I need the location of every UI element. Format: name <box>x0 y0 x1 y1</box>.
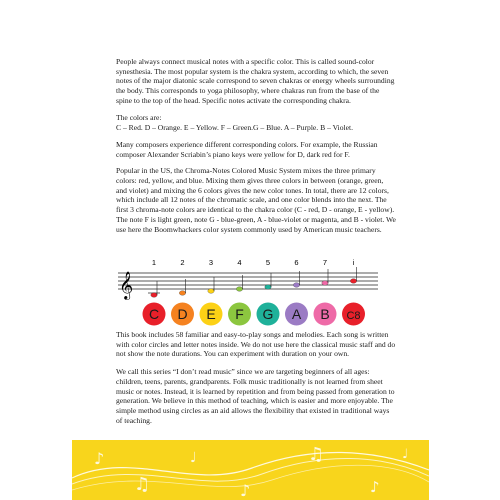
note-letter: A <box>291 306 302 322</box>
note-head <box>322 281 328 286</box>
scale-degrees <box>152 258 355 267</box>
music-note-icon: ♩ <box>402 447 409 462</box>
music-note-icon: ♩ <box>190 450 197 466</box>
scale-degree-label: 4 <box>237 258 242 267</box>
paragraph-series-info: We call this series “I don’t read music” since we are targeting beginners of all ages: children, teens, parents, grandparents. Folk music traditionally is not learned from sheet music or notes. Instead, it is learned by repetition and from being passed from generation to generation. We believe in this method of teaching, which is easier and more enjoyable. The simple method using circles as an aid allows the flexibility that existed in traditional ways of teaching. <box>116 367 395 425</box>
scale-degree-label: 6 <box>294 258 299 267</box>
paragraph-scriabin: Many composers experience different corresponding colors. For example, the Russian composer Alexander Scriabin’s piano keys were yellow for D, dark red for F. <box>116 139 378 159</box>
note-letter: C <box>148 306 160 322</box>
footer-decoration-band <box>72 440 429 500</box>
paragraph-chroma-notes: Popular in the US, the Chroma-Notes Colored Music System mixes the three primary colors: red, yellow, and blue. Mixing them gives three colors in between (orange, green, and violet) and mixing the 6 colors gives the new color tones. In total, there are 12 colors, which include all 12 notes of the chromatic scale, and one color blends into the next. The first 3 chroma-note colors are identical to the chakra color (C - red, D - orange, E - yellow). The note F is light green, note G - blue-green, A - blue-violet or magenta, and B - violet. We use here the Boomwhackers color system commonly used by American music teachers. <box>116 166 396 234</box>
music-note-icon: ♪ <box>240 481 251 500</box>
paragraph-synesthesia: People always connect musical notes with a specific color. This is called sound-color synesthesia. The most popular system is the chakra system, according to which, the seven notes of the major diatonic scale correspond to seven chakras or energy wheels surrounding the body. This corresponds to yoga philosophy, where chakras run from the base of the spine to the top of the head. Specific notes activate the corresponding chakra. <box>116 57 395 105</box>
color-note-staff <box>116 255 384 327</box>
music-note-icon: ♪ <box>94 449 105 468</box>
scale-degree-label: 5 <box>265 258 271 267</box>
music-note-icon: ♫ <box>134 474 151 495</box>
music-swirl-decoration <box>72 440 429 500</box>
scale-degree-label: i <box>352 258 355 267</box>
treble-clef-icon: 𝄞 <box>119 271 134 299</box>
note-head <box>293 283 299 288</box>
color-note-circles <box>143 303 366 326</box>
note-head <box>208 289 214 294</box>
music-note-icon: ♪ <box>370 478 380 496</box>
note-letter: G <box>262 306 274 322</box>
paragraph-color-list: C – Red. D – Orange. E – Yellow. F – Green.G – Blue. A – Purple. B – Violet. <box>116 123 354 133</box>
music-note-icon: ♫ <box>308 444 325 465</box>
note-letter: D <box>177 306 188 322</box>
note-letter: C8 <box>346 310 361 322</box>
note-letter: B <box>320 306 330 322</box>
note-head <box>350 279 356 284</box>
scale-degree-label: 2 <box>180 258 185 267</box>
paragraph-colors-heading: The colors are: <box>116 112 162 122</box>
scale-degree-label: 7 <box>322 258 328 267</box>
note-letter: E <box>206 306 216 322</box>
note-head <box>179 291 185 296</box>
paragraph-book-info: This book includes 58 familiar and easy-to-play songs and melodies. Each song is written with color circles and letter notes inside. We do not use here the classical music staff and do not show the note durations. You can experiment with duration on your own. <box>116 330 396 359</box>
intro-text <box>116 57 396 241</box>
note-head <box>151 293 157 298</box>
staff-notes <box>148 267 357 297</box>
scale-degree-label: 1 <box>151 258 157 267</box>
note-head <box>265 285 271 290</box>
closing-text <box>116 330 396 433</box>
staff-svg <box>116 255 384 327</box>
note-letter: F <box>235 306 244 322</box>
note-head <box>236 287 242 292</box>
scale-degree-label: 3 <box>208 258 214 267</box>
